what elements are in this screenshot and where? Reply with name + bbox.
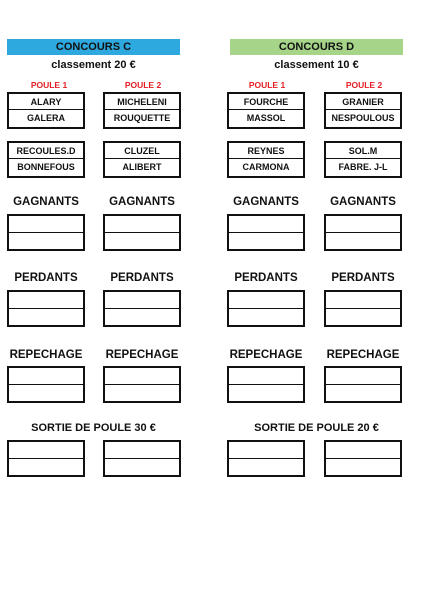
concours-c-perdants-box-1 <box>7 290 85 327</box>
concours-d-gagnants-box-1 <box>227 214 305 251</box>
concours-c-repechage-box-2 <box>103 366 181 403</box>
concours-d-repechage-title-1: REPECHAGE <box>229 349 303 361</box>
team-name: MICHELENI <box>105 94 179 110</box>
concours-c-sortie-box-2 <box>103 440 181 477</box>
team-name: ROUQUETTE <box>113 113 171 123</box>
team-name: NESPOULOUS <box>331 113 395 123</box>
concours-c-prize: classement 20 € <box>51 59 136 71</box>
team-name: GRANIER <box>326 94 400 110</box>
concours-c-poule2-label: POULE 2 <box>124 80 162 90</box>
team-name: CARMONA <box>242 162 290 172</box>
concours-c-poule2-group2 <box>103 141 181 178</box>
concours-c-repechage-title-2: REPECHAGE <box>105 349 179 361</box>
concours-d-sortie-box-2 <box>324 440 402 477</box>
concours-d-poule1-group1 <box>227 92 305 129</box>
concours-c-repechage-title-1: REPECHAGE <box>9 349 83 361</box>
concours-d-header: CONCOURS D <box>230 39 403 55</box>
concours-d-sortie-box-1 <box>227 440 305 477</box>
concours-c-poule1-label: POULE 1 <box>30 80 68 90</box>
concours-d-gagnants-box-2 <box>324 214 402 251</box>
concours-d-poule1-group2 <box>227 141 305 178</box>
concours-c-repechage-box-1 <box>7 366 85 403</box>
team-name: ALARY <box>9 94 83 110</box>
concours-c-gagnants-box-1 <box>7 214 85 251</box>
concours-d-sortie-title: SORTIE DE POULE 20 € <box>254 422 379 434</box>
concours-c-sortie-box-1 <box>7 440 85 477</box>
team-name: MASSOL <box>246 113 286 123</box>
concours-d-gagnants-title-2: GAGNANTS <box>330 196 396 208</box>
concours-d-gagnants-title-1: GAGNANTS <box>233 196 299 208</box>
concours-c-sortie-title: SORTIE DE POULE 30 € <box>31 422 156 434</box>
concours-c-perdants-title-2: PERDANTS <box>110 272 174 284</box>
concours-d-poule2-group2 <box>324 141 402 178</box>
concours-d-repechage-box-1 <box>227 366 305 403</box>
concours-d-repechage-title-2: REPECHAGE <box>326 349 400 361</box>
team-name: ALIBERT <box>122 162 162 172</box>
concours-d-poule1-label: POULE 1 <box>248 80 286 90</box>
team-name: FABRE. J-L <box>338 162 388 172</box>
concours-c-gagnants-box-2 <box>103 214 181 251</box>
concours-c-gagnants-title-1: GAGNANTS <box>13 196 79 208</box>
team-name: FOURCHE <box>229 94 303 110</box>
concours-c-gagnants-title-2: GAGNANTS <box>109 196 175 208</box>
team-name: SOL.M <box>326 143 400 159</box>
team-name: RECOULES.D <box>9 143 83 159</box>
concours-d-prize: classement 10 € <box>274 59 359 71</box>
concours-d-poule2-group1 <box>324 92 402 129</box>
concours-d-perdants-box-2 <box>324 290 402 327</box>
team-name: BONNEFOUS <box>17 162 75 172</box>
concours-c-perdants-box-2 <box>103 290 181 327</box>
team-name: REYNES <box>229 143 303 159</box>
team-name: GALERA <box>27 113 65 123</box>
concours-d-perdants-title-2: PERDANTS <box>331 272 395 284</box>
concours-c-poule2-group1 <box>103 92 181 129</box>
concours-d-perdants-box-1 <box>227 290 305 327</box>
concours-c-header: CONCOURS C <box>7 39 180 55</box>
team-name: CLUZEL <box>105 143 179 159</box>
concours-c-poule1-group2 <box>7 141 85 178</box>
concours-d-perdants-title-1: PERDANTS <box>234 272 298 284</box>
concours-d-poule2-label: POULE 2 <box>345 80 383 90</box>
concours-d-repechage-box-2 <box>324 366 402 403</box>
concours-c-perdants-title-1: PERDANTS <box>14 272 78 284</box>
concours-c-poule1-group1 <box>7 92 85 129</box>
